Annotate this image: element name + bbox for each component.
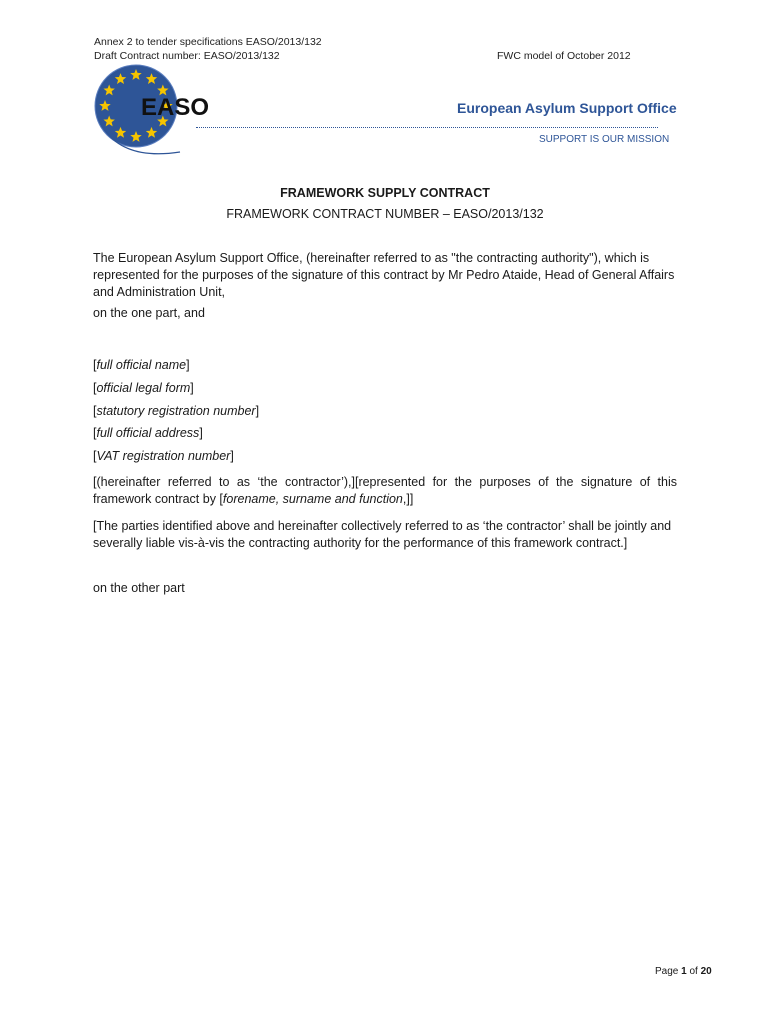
contract-title: FRAMEWORK SUPPLY CONTRACT [280,186,490,200]
placeholder-field-line [93,380,194,397]
bracket-close: ] [186,358,190,372]
bracket-close: ] [230,449,234,463]
organization-name: European Asylum Support Office [457,100,677,116]
placeholder-field-line [93,357,190,374]
page-total: 20 [700,966,712,977]
bracket-open: [ [93,358,97,372]
bracket-close: ] [190,381,194,395]
header-annex-line: Annex 2 to tender specifications EASO/2013/132 [94,36,322,48]
placeholder-field: statutory registration number [96,404,256,418]
bracket-close: ] [255,404,260,418]
contract-number-heading: FRAMEWORK CONTRACT NUMBER – EASO/2013/132 [226,207,544,221]
placeholder-field: full official address [96,426,200,440]
header-model-line: FWC model of October 2012 [497,50,631,62]
contractor-signatory-placeholder: forename, surname and function [222,492,403,506]
bracket-open: [ [93,426,97,440]
placeholder-field: full official name [96,358,187,372]
other-part-text: on the other part [93,581,185,595]
page-of: of [689,966,698,977]
placeholder-field-line [93,425,203,442]
bracket-open: [ [93,404,97,418]
bracket-close: ] [199,426,203,440]
page-current: 1 [681,966,687,977]
placeholder-field-line [93,403,259,420]
page-label: Page [655,966,679,977]
easo-logo [88,60,210,172]
bracket-open: [ [93,449,97,463]
joint-liability-paragraph: [The parties identified above and hereinafter collectively referred to as ‘the contractor’ shall be jointly and severally liable vis-à-vis the contracting authority for the performance of this framework contract.] [93,519,672,550]
contractor-text-start: [(hereinafter referred to as ‘the contractor’),][represented for the purposes of the signature of this framework contract by [ [93,475,677,506]
header-divider [196,127,658,128]
placeholder-field: official legal form [96,381,191,395]
intro-paragraph: The European Asylum Support Office, (hereinafter referred to as "the contracting authority"), which is represented for the purposes of the signature of this contract by Mr Pedro Ataide, Head of General Affairs and Administration Unit, [93,251,675,299]
placeholder-field: VAT registration number [96,449,231,463]
page-number [655,966,712,977]
header-contract-number-line: Draft Contract number: EASO/2013/132 [94,50,280,62]
bracket-open: [ [93,381,97,395]
mission-tagline: SUPPORT IS OUR MISSION [539,134,670,145]
logo-easo-text: EASO [141,94,210,121]
document-header-left [94,35,322,63]
one-part-text: on the one part, and [93,306,205,320]
contractor-reference-paragraph [93,474,677,508]
contractor-text-end: ,]] [402,492,414,506]
placeholder-field-line [93,448,234,465]
